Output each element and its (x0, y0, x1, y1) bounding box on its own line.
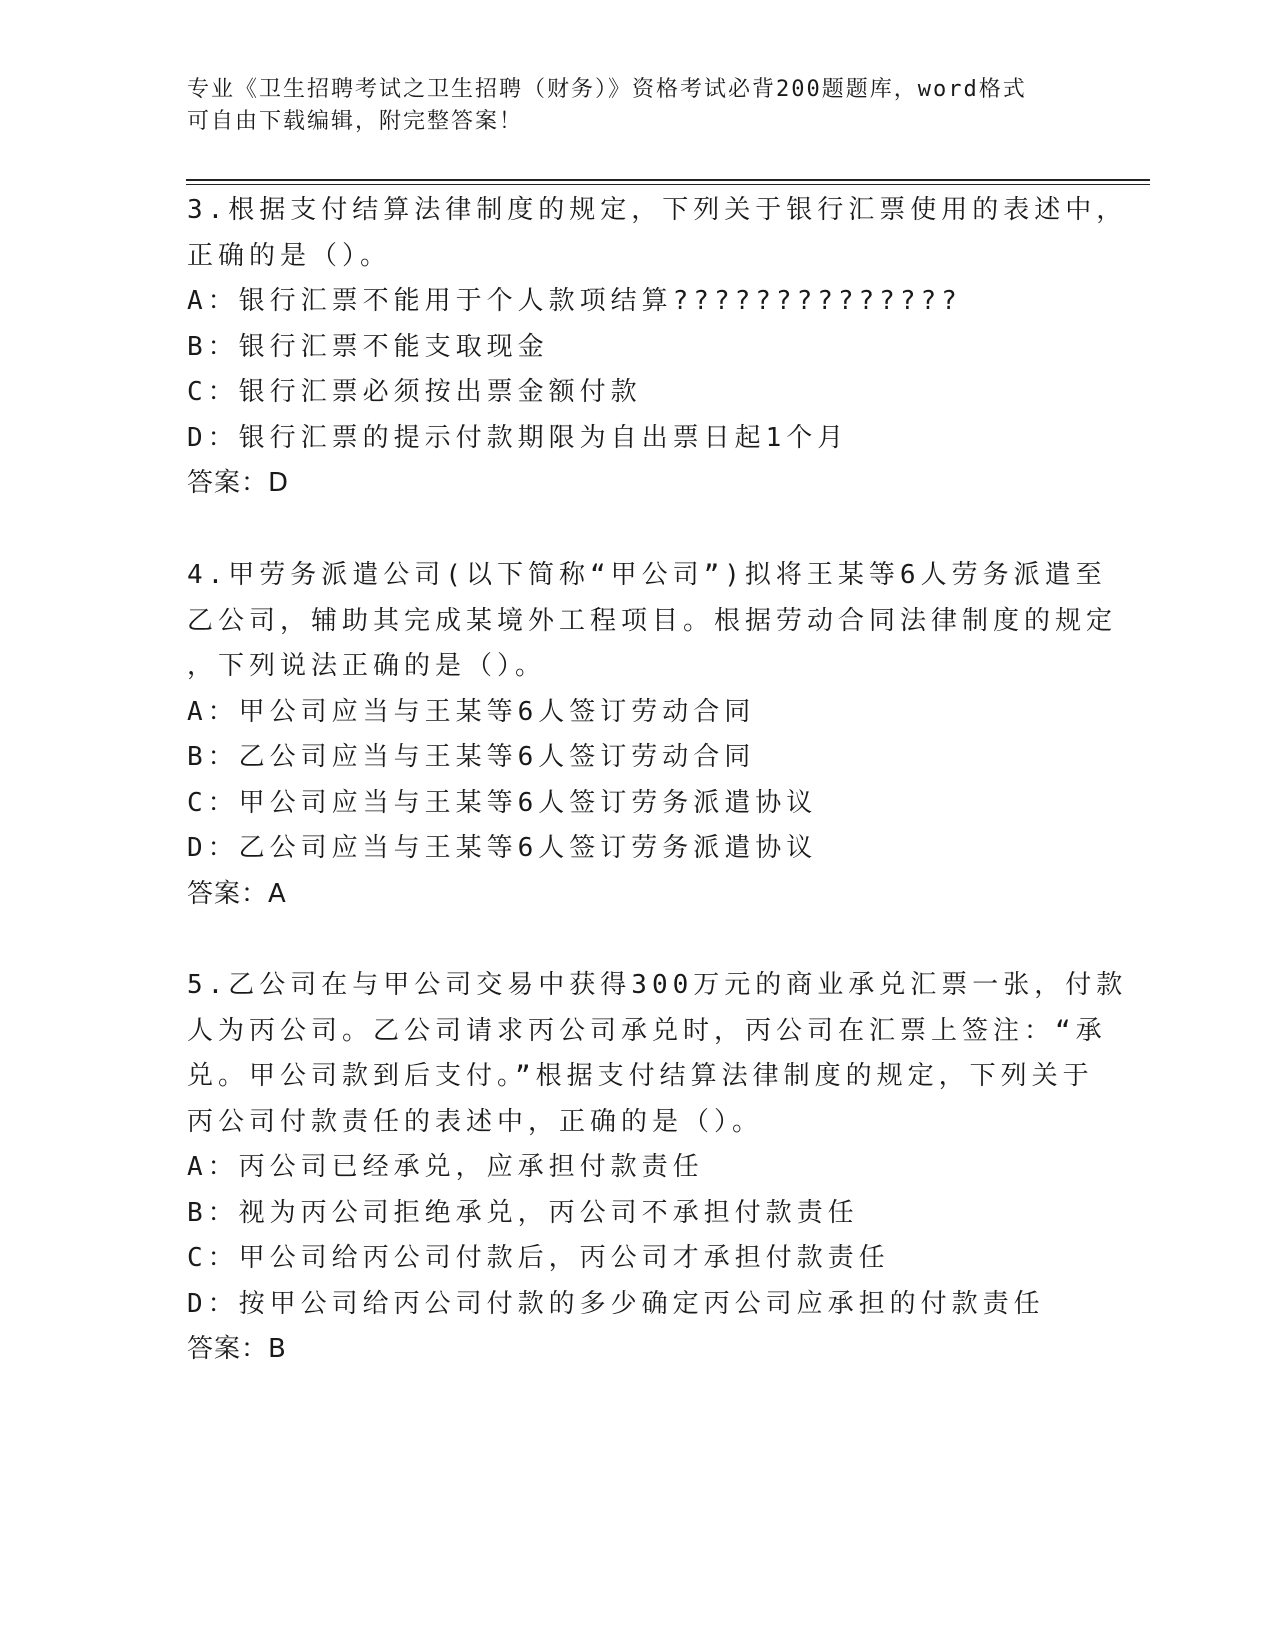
option-b: B：乙公司应当与王某等6人签订劳动合同 (187, 742, 756, 772)
question-stem-line: 5.乙公司在与甲公司交易中获得300万元的商业承兑汇票一张，付款 (187, 970, 1128, 1000)
question-stem-line: 正确的是（）。 (187, 240, 392, 271)
option-c: C：银行汇票必须按出票金额付款 (187, 377, 642, 407)
option-d: D：按甲公司给丙公司付款的多少确定丙公司应承担的付款责任 (187, 1288, 1045, 1319)
option-d: D：乙公司应当与王某等6人签订劳务派遣协议 (187, 833, 818, 863)
option-b: B：银行汇票不能支取现金 (187, 331, 549, 362)
option-c: C：甲公司应当与王某等6人签订劳务派遣协议 (187, 787, 818, 818)
option-b: B：视为丙公司拒绝承兑，丙公司不承担付款责任 (187, 1197, 859, 1228)
option-d: D：银行汇票的提示付款期限为自出票日起1个月 (187, 422, 849, 453)
document-header (187, 74, 1067, 138)
header-divider-thin (186, 184, 1150, 185)
question-5 (187, 963, 1128, 1373)
option-c: C：甲公司给丙公司付款后，丙公司才承担付款责任 (187, 1243, 890, 1273)
answer-line: 答案：D (187, 468, 290, 498)
option-a: A：甲公司应当与王某等6人签订劳动合同 (187, 696, 756, 727)
header-line-2: 可自由下载编辑，附完整答案！ (187, 109, 524, 134)
question-stem-line: 乙公司，辅助其完成某境外工程项目。根据劳动合同法律制度的规定 (187, 605, 1118, 636)
answer-line: 答案：B (187, 1334, 287, 1364)
question-stem-line: 4.甲劳务派遣公司(以下简称“甲公司”)拟将王某等6人劳务派遣至 (187, 560, 1107, 590)
option-a: A：丙公司已经承兑，应承担付款责任 (187, 1152, 704, 1182)
header-divider-thick (186, 179, 1150, 181)
answer-line: 答案：A (187, 878, 287, 909)
question-stem-line: ，下列说法正确的是（）。 (187, 651, 547, 681)
question-stem-line: 3.根据支付结算法律制度的规定，下列关于银行汇票使用的表述中， (187, 195, 1128, 225)
question-stem-line: 兑。甲公司款到后支付。”根据支付结算法律制度的规定，下列关于 (187, 1061, 1094, 1091)
option-a: A：银行汇票不能用于个人款项结算?????????????? (187, 286, 962, 316)
question-stem-line: 人为丙公司。乙公司请求丙公司承兑时，丙公司在汇票上签注：“承 (187, 1015, 1107, 1046)
question-4 (187, 553, 1118, 917)
question-stem-line: 丙公司付款责任的表述中，正确的是（）。 (187, 1106, 764, 1137)
header-line-1: 专业《卫生招聘考试之卫生招聘（财务）》资格考试必背200题题库，word格式 (187, 77, 1027, 102)
question-3 (187, 188, 1128, 507)
